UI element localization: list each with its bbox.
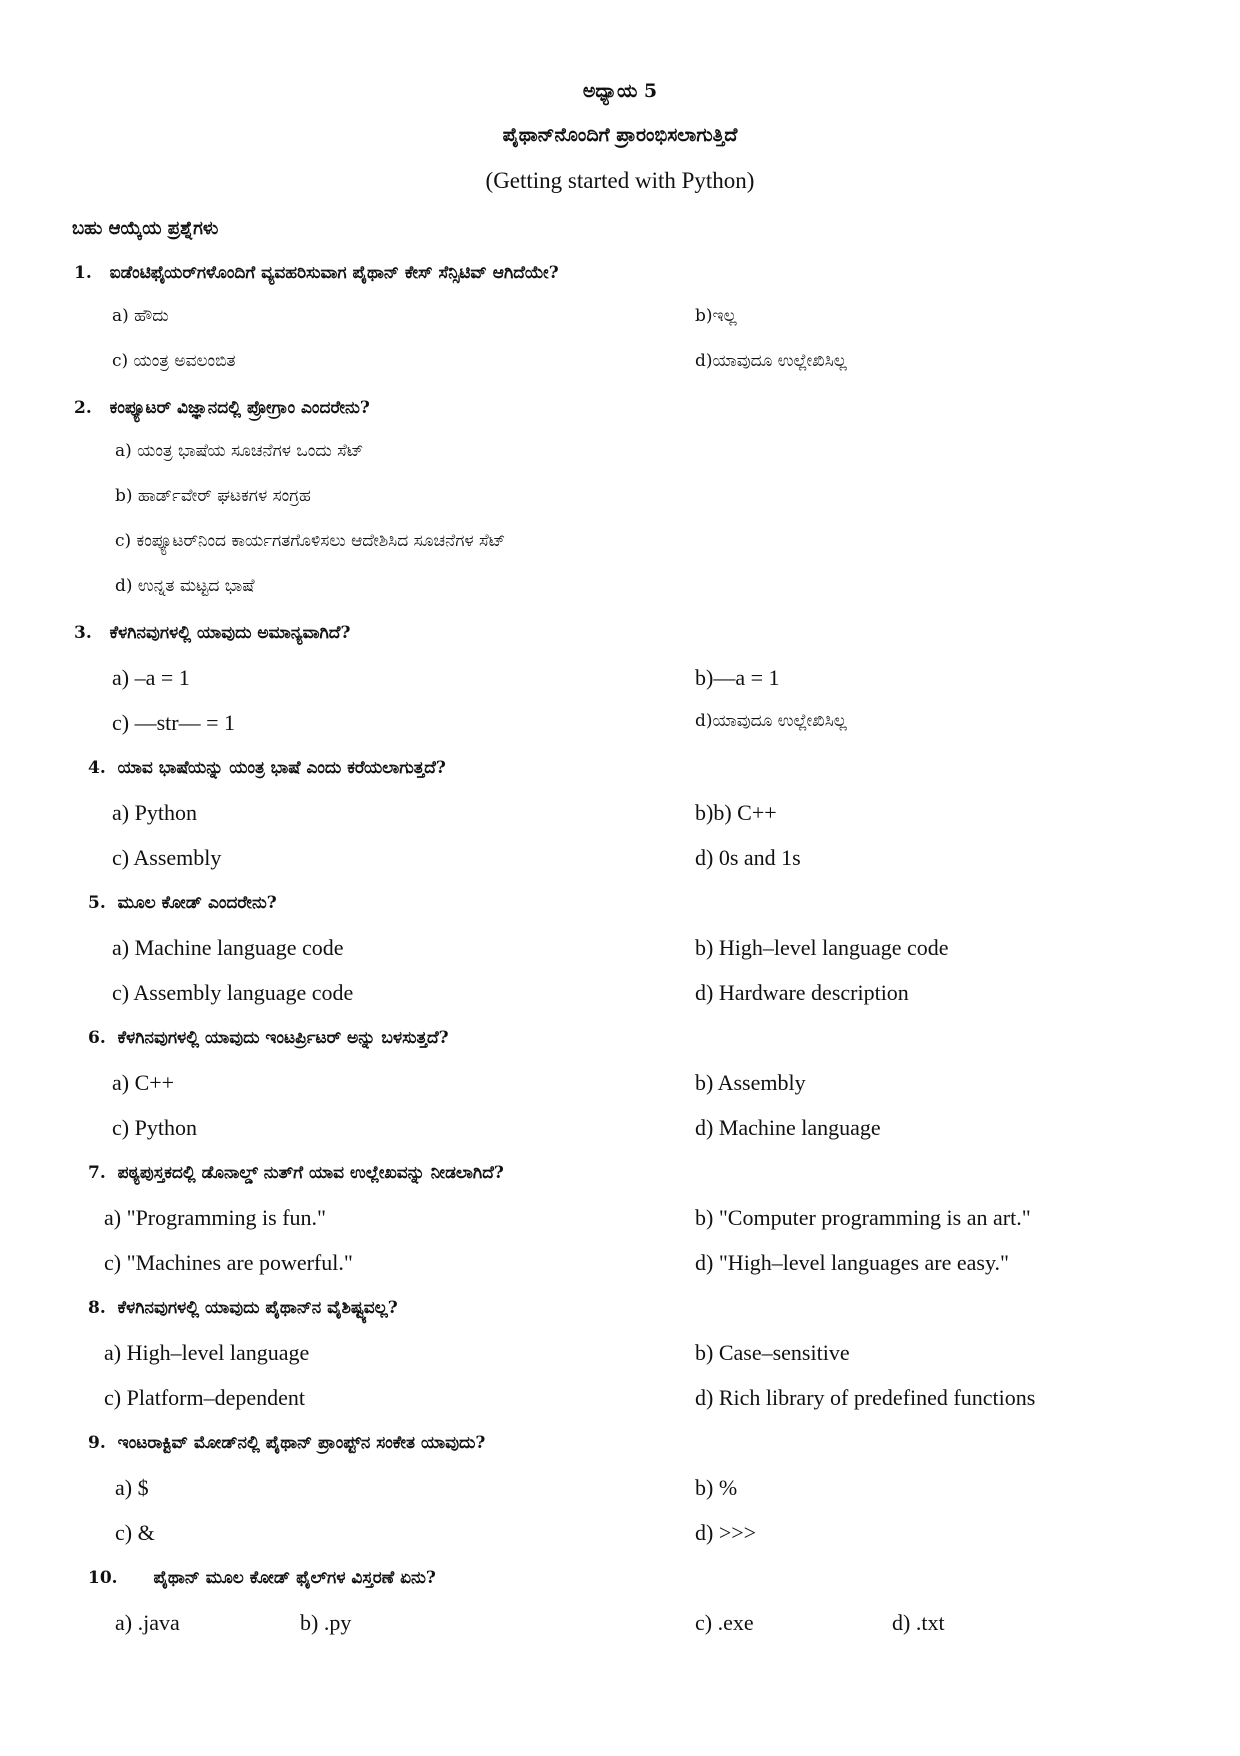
option-c: c) ––str–– = 1 <box>112 710 235 735</box>
option-c: c) Assembly <box>112 845 222 870</box>
question-2 <box>74 398 370 418</box>
option-c: c) .exe <box>695 1610 754 1635</box>
question-6 <box>88 1028 449 1048</box>
section-heading: ಬಹು ಆಯ್ಕೆಯ ಪ್ರಶ್ನೆಗಳು <box>72 218 219 239</box>
question-number: 9. <box>88 1433 106 1453</box>
option-c: c) Platform–dependent <box>104 1385 305 1410</box>
option-c: c) ಯಂತ್ರ ಅವಲಂಬಿತ <box>112 351 236 371</box>
question-9 <box>88 1433 485 1453</box>
option-c: c) & <box>115 1520 155 1545</box>
question-number: 4. <box>88 758 106 778</box>
option-b: b) High–level language code <box>695 935 949 960</box>
option-d: d) 0s and 1s <box>695 845 801 870</box>
question-text: ಪೈಥಾನ್ ಮೂಲ ಕೋಡ್ ಫೈಲ್‌ಗಳ ವಿಸ್ತರಣೆ ಏನು? <box>153 1568 436 1588</box>
option-b: b)b) C++ <box>695 800 777 825</box>
option-a: a) –a = 1 <box>112 665 190 690</box>
option-d: d) Hardware description <box>695 980 909 1005</box>
question-text: ಕಂಪ್ಯೂಟರ್ ವಿಜ್ಞಾನದಲ್ಲಿ ಪ್ರೋಗ್ರಾಂ ಎಂದರೇನು? <box>109 398 370 418</box>
option-d: d)ಯಾವುದೂ ಉಲ್ಲೇಖಿಸಿಲ್ಲ <box>695 711 847 731</box>
question-text: ಕೆಳಗಿನವುಗಳಲ್ಲಿ ಯಾವುದು ಪೈಥಾನ್‌ನ ವೈಶಿಷ್ಟ್ಯವಲ್ಲ? <box>117 1298 398 1318</box>
question-7 <box>88 1163 504 1183</box>
option-b: b) Case–sensitive <box>695 1340 850 1365</box>
question-text: ಐಡೆಂಟಿಫೈಯರ್‌ಗಳೊಂದಿಗೆ ವ್ಯವಹರಿಸುವಾಗ ಪೈಥಾನ್ ಕೇಸ್ ಸೆನ್ಸಿಟಿವ್ ಆಗಿದೆಯೇ? <box>109 263 559 283</box>
question-text: ಪಠ್ಯಪುಸ್ತಕದಲ್ಲಿ ಡೊನಾಲ್ಡ್ ನುತ್‌ಗೆ ಯಾವ ಉಲ್ಲೇಖವನ್ನು ನೀಡಲಾಗಿದೆ? <box>117 1163 504 1183</box>
option-a: a) C++ <box>112 1070 175 1095</box>
option-b: b) ಹಾರ್ಡ್‌ವೇರ್ ಘಟಕಗಳ ಸಂಗ್ರಹ <box>115 486 311 506</box>
option-d: d) .txt <box>892 1610 945 1635</box>
question-number: 3. <box>74 623 92 643</box>
option-d: d)ಯಾವುದೂ ಉಲ್ಲೇಖಿಸಿಲ್ಲ <box>695 351 847 371</box>
question-text: ಕೆಳಗಿನವುಗಳಲ್ಲಿ ಯಾವುದು ಇಂಟರ್ಪ್ರಿಟರ್ ಅನ್ನು ಬಳಸುತ್ತದೆ? <box>117 1028 449 1048</box>
option-b: b) Assembly <box>695 1070 806 1095</box>
question-number: 2. <box>74 398 92 418</box>
option-a: a) .java <box>115 1610 180 1635</box>
question-number: 6. <box>88 1028 106 1048</box>
option-a: a) ಹೌದು <box>112 306 169 326</box>
option-b: b)ಇಲ್ಲ <box>695 306 737 326</box>
question-number: 8. <box>88 1298 106 1318</box>
option-a: a) Python <box>112 800 197 825</box>
option-b: b) "Computer programming is an art." <box>695 1205 1031 1230</box>
option-b: b) % <box>695 1475 738 1500</box>
option-b: b) .py <box>300 1610 352 1635</box>
option-d: d) ಉನ್ನತ ಮಟ್ಟದ ಭಾಷೆ <box>115 576 255 596</box>
option-a: a) Machine language code <box>112 935 344 960</box>
question-number: 5. <box>88 893 106 913</box>
option-a: a) High–level language <box>104 1340 310 1365</box>
question-3 <box>74 623 350 643</box>
option-a: a) ಯಂತ್ರ ಭಾಷೆಯ ಸೂಚನೆಗಳ ಒಂದು ಸೆಟ್ <box>115 441 364 461</box>
chapter-heading: ಅಧ್ಯಾಯ 5 <box>582 80 658 102</box>
option-a: a) $ <box>115 1475 149 1500</box>
question-4 <box>88 758 446 778</box>
question-text: ಮೂಲ ಕೋಡ್ ಎಂದರೇನು? <box>117 893 277 913</box>
question-text: ಇಂಟರಾಕ್ಟಿವ್ ಮೋಡ್‌ನಲ್ಲಿ ಪೈಥಾನ್ ಪ್ರಾಂಪ್ಟ್‌ನ ಸಂಕೇತ ಯಾವುದು? <box>117 1433 486 1453</box>
option-d: d) >>> <box>695 1520 757 1545</box>
option-d: d) "High–level languages are easy." <box>695 1250 1010 1275</box>
option-c: c) Assembly language code <box>112 980 354 1005</box>
question-number: 10. <box>88 1568 118 1588</box>
option-c: c) ಕಂಪ್ಯೂಟರ್‌ನಿಂದ ಕಾರ್ಯಗತಗೊಳಿಸಲು ಆದೇಶಿಸಿದ ಸೂಚನೆಗಳ ಸೆಟ್ <box>115 531 506 551</box>
chapter-title-english: (Getting started with Python) <box>485 168 755 193</box>
question-number: 1. <box>74 263 92 283</box>
option-c: c) Python <box>112 1115 197 1140</box>
chapter-title-kannada: ಪೈಥಾನ್‌ನೊಂದಿಗೆ ಪ್ರಾರಂಭಿಸಲಾಗುತ್ತಿದೆ <box>502 124 738 146</box>
option-d: d) Rich library of predefined functions <box>695 1385 1036 1410</box>
question-5 <box>88 893 277 913</box>
question-text: ಕೆಳಗಿನವುಗಳಲ್ಲಿ ಯಾವುದು ಅಮಾನ್ಯವಾಗಿದೆ? <box>109 623 351 643</box>
option-c: c) "Machines are powerful." <box>104 1250 353 1275</box>
option-b: b)––a = 1 <box>695 665 780 690</box>
option-d: d) Machine language <box>695 1115 881 1140</box>
option-a: a) "Programming is fun." <box>104 1205 327 1230</box>
question-1 <box>74 263 559 283</box>
question-number: 7. <box>88 1163 106 1183</box>
question-text: ಯಾವ ಭಾಷೆಯನ್ನು ಯಂತ್ರ ಭಾಷೆ ಎಂದು ಕರೆಯಲಾಗುತ್ತದೆ? <box>117 758 446 778</box>
question-8 <box>88 1298 398 1318</box>
question-10 <box>88 1568 436 1588</box>
